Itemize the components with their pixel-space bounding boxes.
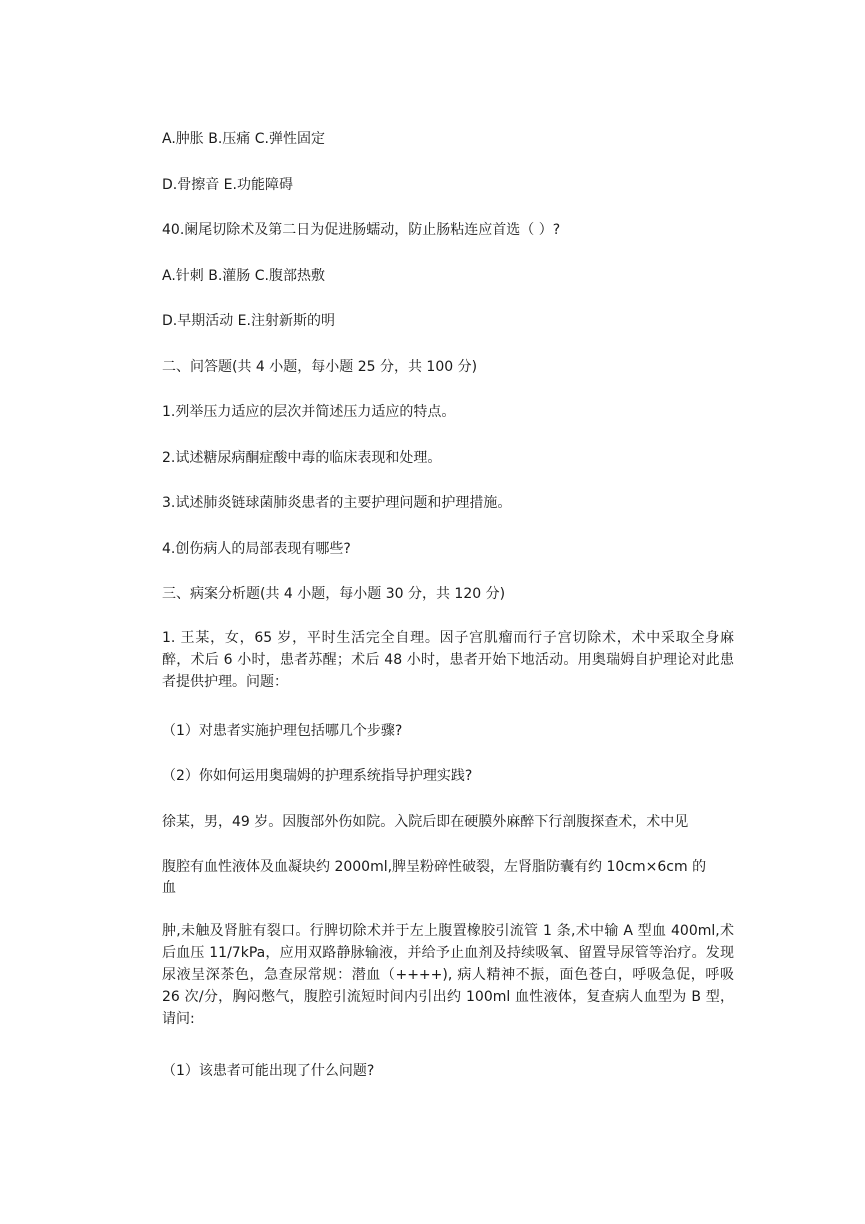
case-1-text: 1. 王某，女，65 岁，平时生活完全自理。因子宫肌瘤而行子宫切除术，术中采取全身麻醉，术后 6 小时，患者苏醒；术后 48 小时，患者开始下地活动。用奥瑞姆自护理论对此患者提供护理。问题：: [162, 630, 734, 690]
short-answer-2: 2.试述糖尿病酮症酸中毒的临床表现和处理。: [162, 450, 442, 466]
short-answer-1: 1.列举压力适应的层次并简述压力适应的特点。: [162, 404, 456, 420]
q39-options-line-2: D.骨擦音 E.功能障碍: [162, 177, 293, 193]
q40-question: 40.阑尾切除术及第二日为促进肠蠕动，防止肠粘连应首选（ ）?: [162, 222, 561, 238]
case-1-question-2: （2）你如何运用奥瑞姆的护理系统指导护理实践?: [162, 768, 473, 784]
case-2-line-2-wrap: 血: [162, 880, 176, 896]
q40-options-line-2: D.早期活动 E.注射新斯的明: [162, 313, 335, 329]
case-2-text: 肿,未触及肾脏有裂口。行脾切除术并于左上腹置橡胶引流管 1 条,术中输 A 型血 400ml,术后血压 11/7kPa，应用双路静脉输液，并给予止血剂及持续吸氧、留置导尿管等治疗。发现尿液呈深茶色，急查尿常规：潜血（++++), 病人精神不振，面色苍白，呼吸急促，呼吸 26 次/分，胸闷憋气，腹腔引流短时间内引出约 100ml 血性液体，复查病人血型为 B 型，请问:: [162, 923, 734, 1027]
case-2-line-2: 腹腔有血性液体及血凝块约 2000ml,脾呈粉碎性破裂，左肾脂防囊有约 10cm×6cm 的: [162, 859, 707, 875]
case-1-question-1: （1）对患者实施护理包括哪几个步骤?: [162, 723, 403, 739]
section-2-heading: 二、问答题(共 4 小题，每小题 25 分，共 100 分): [162, 359, 478, 375]
short-answer-3: 3.试述肺炎链球菌肺炎患者的主要护理问题和护理措施。: [162, 495, 512, 511]
section-3-heading: 三、病案分析题(共 4 小题，每小题 30 分，共 120 分): [162, 586, 506, 602]
q40-options-line-1: A.针刺 B.灌肠 C.腹部热敷: [162, 268, 325, 284]
q39-options-line-1: A.肿胀 B.压痛 C.弹性固定: [162, 131, 325, 147]
case-2-question-1: （1）该患者可能出现了什么问题?: [162, 1063, 375, 1079]
case-2-line-1: 徐某，男，49 岁。因腹部外伤如院。入院后即在硬膜外麻醉下行剖腹探查术，术中见: [162, 814, 689, 830]
short-answer-4: 4.创伤病人的局部表现有哪些?: [162, 541, 351, 557]
